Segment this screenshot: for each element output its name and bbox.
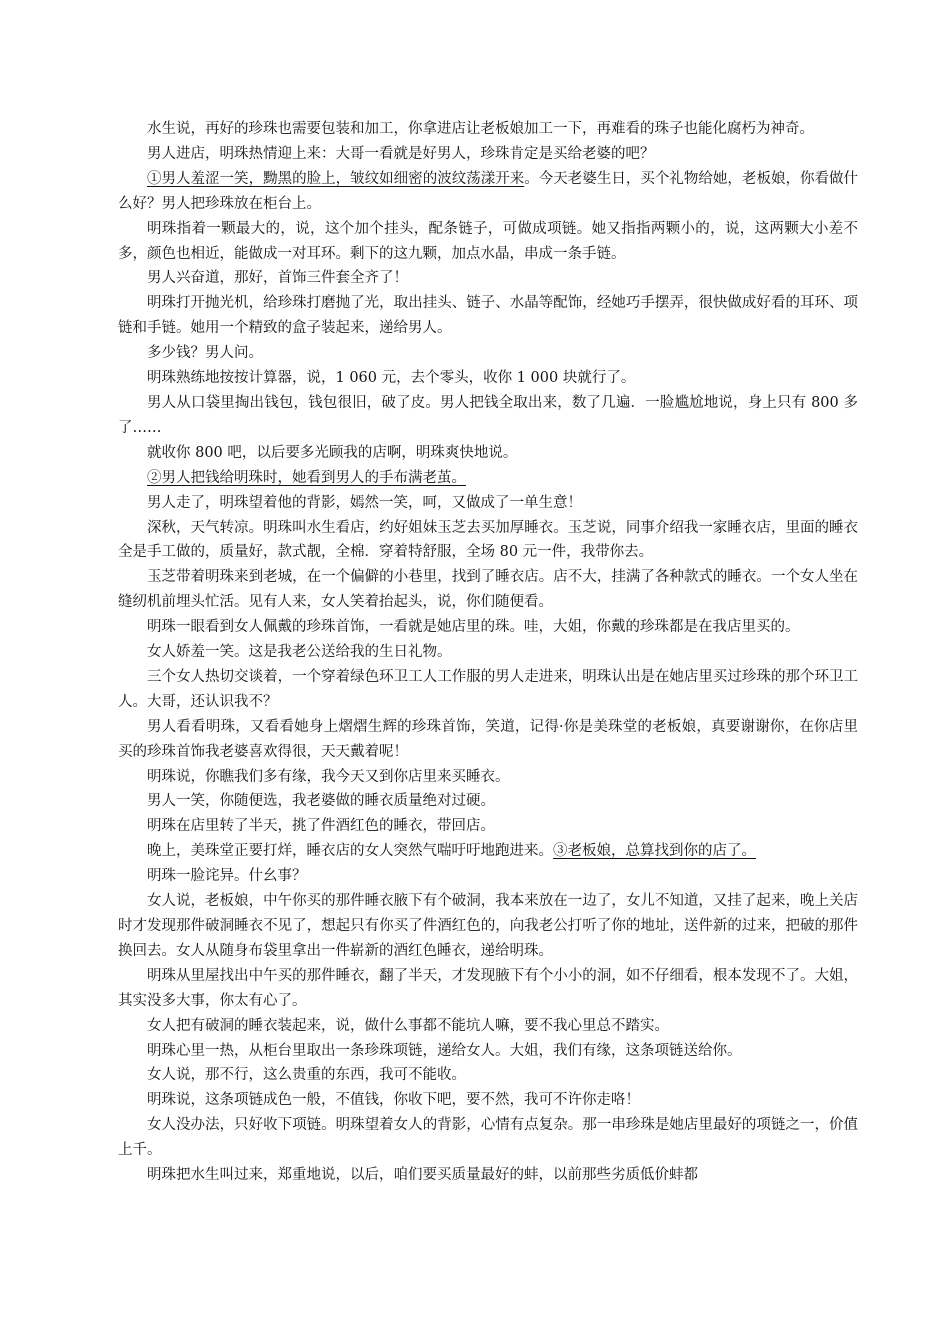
- paragraph-12: 男人走了，明珠望着他的背影，嫣然一笑，呵，又做成了一单生意！: [147, 494, 582, 511]
- paragraph-17: 三个女人热切交谈着，一个穿着绿色环卫工人工作服的男人走进来，明珠认出是在她店里买过珍珠的那个环卫工人。大哥，还认识我不？: [118, 668, 858, 710]
- paragraph-23: 明珠一脸诧异。什幺事？: [147, 868, 307, 885]
- paragraph-24: 女人说，老板娘，中午你买的那件睡衣腋下有个破洞，我本来放在一边了，女儿不知道，又挂了起来，晚上关店时才发现那件破洞睡衣不见了，想起只有你买了件酒红色的，向我老公打听了你的地址，送件新的过来，把破的那件换回去。女人从随身布袋里拿出一件崭新的酒红色睡衣，递给明珠。: [118, 893, 858, 959]
- paragraph-2: 男人进店，明珠热情迎上来：大哥一看就是好男人，珍珠肯定是买给老婆的吧？: [147, 145, 655, 162]
- paragraph-31: 明珠把水生叫过来，郑重地说，以后，咱们要买质量最好的蚌，以前那些劣质低价蚌都: [147, 1167, 698, 1184]
- paragraph-22: 晚上，美珠堂正要打烊，睡衣店的女人突然气喘吁吁地跑进来。③老板娘，总算找到你的店了。: [147, 843, 756, 860]
- paragraph-4: 明珠指着一颗最大的，说，这个加个挂头，配条链子，可做成项链。她又指指两颗小的，说，这两颗大小差不多，颜色也相近，能做成一对耳环。剩下的这九颗，加点水晶，串成一条手链。: [118, 220, 858, 262]
- paragraph-19: 明珠说，你瞧我们多有缘，我今天又到你店里来买睡衣。: [147, 768, 510, 785]
- paragraph-15: 明珠一眼看到女人佩戴的珍珠首饰，一看就是她店里的珠。哇，大姐，你戴的珍珠都是在我店里买的。: [147, 619, 800, 636]
- paragraph-6: 明珠打开抛光机，给珍珠打磨抛了光，取出挂头、链子、水晶等配饰，经她巧手摆弄，很快做成好看的耳环、项链和手链。她用一个精致的盒子装起来，递给男人。: [118, 295, 858, 337]
- paragraph-16: 女人娇羞一笑。这是我老公送给我的生日礼物。: [147, 644, 452, 661]
- document-body: [118, 117, 858, 1188]
- paragraph-20: 男人一笑，你随便选，我老婆做的睡衣质量绝对过硬。: [147, 793, 495, 810]
- paragraph-21: 明珠在店里转了半天，挑了件酒红色的睡衣，带回店。: [147, 818, 495, 835]
- paragraph-29: 明珠说，这条项链成色一般，不值钱，你收下吧，要不然，我可不许你走咯！: [147, 1092, 640, 1109]
- paragraph-8: 明珠熟练地按按计算器，说，1 060 元，去个零头，收你 1 000 块就行了。: [147, 370, 636, 387]
- paragraph-10: 就收你 800 吧，以后要多光顾我的店啊，明珠爽快地说。: [147, 444, 518, 461]
- paragraph-3: ①男人羞涩一笑，黝黑的脸上，皱纹如细密的波纹荡漾开来。今天老婆生日，买个礼物给她，老板娘，你看做什么好？男人把珍珠放在柜台上。: [118, 170, 859, 212]
- underlined-sentence-1: ①男人羞涩一笑，黝黑的脸上，皱纹如细密的波纹荡漾开来: [147, 170, 525, 187]
- paragraph-13: 深秋，天气转凉。明珠叫水生看店，约好姐妹玉芝去买加厚睡衣。玉芝说，同事介绍我一家睡衣店，里面的睡衣全是手工做的，质量好，款式靓，全棉．穿着特舒服，全场 80 元一件，我带你去。: [118, 519, 858, 561]
- paragraph-14: 玉芝带着明珠来到老城，在一个偏僻的小巷里，找到了睡衣店。店不大，挂满了各种款式的睡衣。一个女人坐在缝纫机前埋头忙活。见有人来，女人笑着抬起头，说，你们随便看。: [118, 569, 858, 611]
- paragraph-27: 明珠心里一热，从柜台里取出一条珍珠项链，递给女人。大姐，我们有缘，这条项链送给你。: [147, 1042, 742, 1059]
- underlined-sentence-3: ③老板娘，总算找到你的店了。: [553, 843, 756, 860]
- paragraph-28: 女人说，那不行，这么贵重的东西，我可不能收。: [147, 1067, 466, 1084]
- paragraph-7: 多少钱？男人问。: [147, 345, 263, 362]
- paragraph-9: 男人从口袋里掏出钱包，钱包很旧，破了皮。男人把钱全取出来，数了几遍．一脸尴尬地说，身上只有 800 多了……: [118, 394, 858, 436]
- paragraph-26: 女人把有破洞的睡衣装起来，说，做什么事都不能坑人嘛，要不我心里总不踏实。: [147, 1017, 669, 1034]
- paragraph-1: 水生说，再好的珍珠也需要包装和加工，你拿进店让老板娘加工一下，再难看的珠子也能化腐朽为神奇。: [147, 121, 814, 137]
- paragraph-30: 女人没办法，只好收下项链。明珠望着女人的背影，心情有点复杂。那一串珍珠是她店里最好的项链之一，价值上千。: [118, 1117, 858, 1159]
- underlined-sentence-2: ②男人把钱给明珠时，她看到男人的手布满老茧。: [147, 469, 466, 486]
- paragraph-25: 明珠从里屋找出中午买的那件睡衣，翻了半天，才发现腋下有个小小的洞，如不仔细看，根本发现不了。大姐，其实没多大事，你太有心了。: [118, 967, 858, 1009]
- paragraph-5: 男人兴奋道，那好，首饰三件套全齐了！: [147, 270, 408, 287]
- paragraph-18: 男人看看明珠，又看看她身上熠熠生辉的珍珠首饰，笑道，记得·你是美珠堂的老板娘，真要谢谢你，在你店里买的珍珠首饰我老婆喜欢得很，天天戴着呢！: [118, 718, 858, 760]
- paragraph-11: [118, 466, 858, 491]
